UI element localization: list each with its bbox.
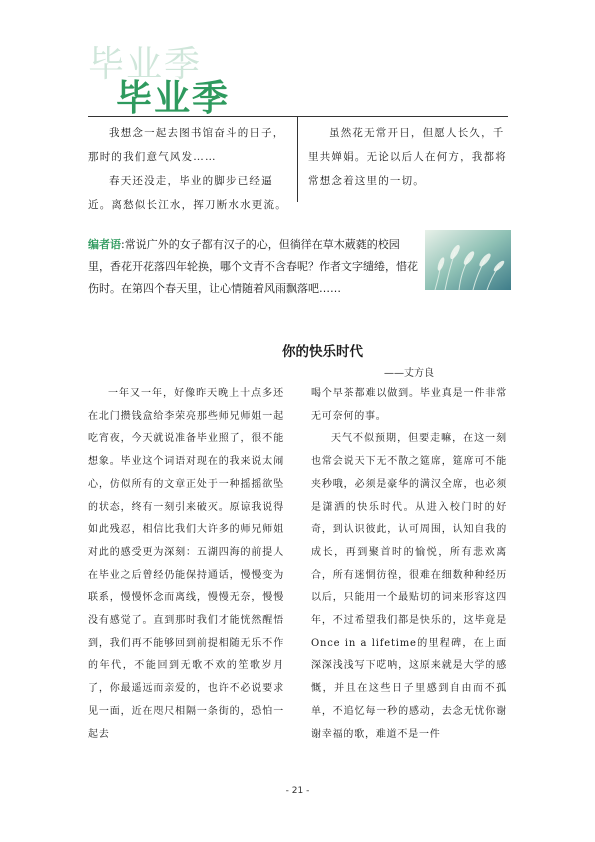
article-title: 你的快乐时代 — [282, 344, 363, 360]
quote-left — [88, 121, 288, 217]
quote-right — [308, 121, 510, 193]
quote-left-p1: 我想念一起去图书馆奋斗的日子，那时的我们意气风发…… — [88, 127, 285, 163]
editor-note-text: 常说广外的女子都有汉子的心，但徜徉在草木葳蕤的校园里，香花开花落四年轮换，哪个文青不含春呢？作者文字缱绻，惜花伤时。在第四个春天里，让心情随着风雨飘落吧…… — [88, 238, 418, 295]
quote-divider — [297, 116, 298, 202]
article-paragraph: 天气不似预期，但要走嘛，在这一刻也常会说天下无不散之筵席，筵席可不能夹秒哦，必须是豪华的满汉全席，也必须是潇洒的快乐时代。从进入校门时的好奇，到认识彼此，认可周围，认知自我的成长，再到聚首时的愉悦，所有悲欢离合，所有迷惘彷徨，很难在细数种种经历以后，只能用一个最贴切的词来形容这四年，不过希望我们都是快乐的，这毕竟是Once in a lifetime的里程碑，在上面深深浅浅写下呓呐，这原来就是大学的感慨，并且在这些日子里感到自由而不孤单，不追忆每一秒的感动，去念无忧你谢谢幸福的歌，难道不是一件 — [311, 433, 507, 740]
article-paragraph: 一年又一年，好像昨天晚上十点多还在北门攒钱盒给李荣亮那些师兄师姐一起吃宵夜，今天就说准备毕业照了，很不能想象。毕业这个词语对现在的我来说太闹心，仿似所有的文章正处于一种摇摇欲坠的状态，终有一刻引来破灭。原谅我说得如此残忍，相信比我们大许多的师兄师姐对此的感受更为深刻：五湖四海的前提人在毕业之后曾经仍能保持通话，慢慢变为联系，慢慢怀念而离线，慢慢无奈，慢慢没有感觉了。直到那时我们才能恍然醒悟到，我们再不能够回到前提相随无乐不作的年代，不能回到无歌不欢的笙歌岁月了，你最遥远而亲爱的，也许不必说要求见一面，近在咫尺相隔一条街的，恐怕一起去 — [88, 388, 284, 740]
header-rule — [88, 116, 508, 117]
editor-note — [88, 234, 418, 300]
article-paragraph: 喝个早茶都难以做到。毕业真是一件非常无可奈何的事。 — [311, 388, 507, 422]
article-column-left — [88, 383, 284, 746]
editor-note-label: 编者语 — [88, 238, 121, 251]
section-title-ghost: 毕业季 — [88, 44, 203, 85]
quote-right-p1: 虽然花无常开日，但愿人长久，千里共婵娟。无论以后人在何方，我都将常想念着这里的一切。 — [308, 127, 507, 187]
section-title: 毕业季 — [116, 78, 231, 119]
wheat-field-photo — [425, 230, 511, 290]
page-number: - 21 - — [285, 786, 310, 796]
article-author: ——丈方良 — [384, 368, 434, 379]
editor-note-colon: : — [121, 238, 125, 251]
article-column-right — [311, 383, 507, 746]
quote-left-p2: 春天还没走，毕业的脚步已经逼近。离愁似长江水，挥刀断水水更流。 — [88, 175, 287, 211]
